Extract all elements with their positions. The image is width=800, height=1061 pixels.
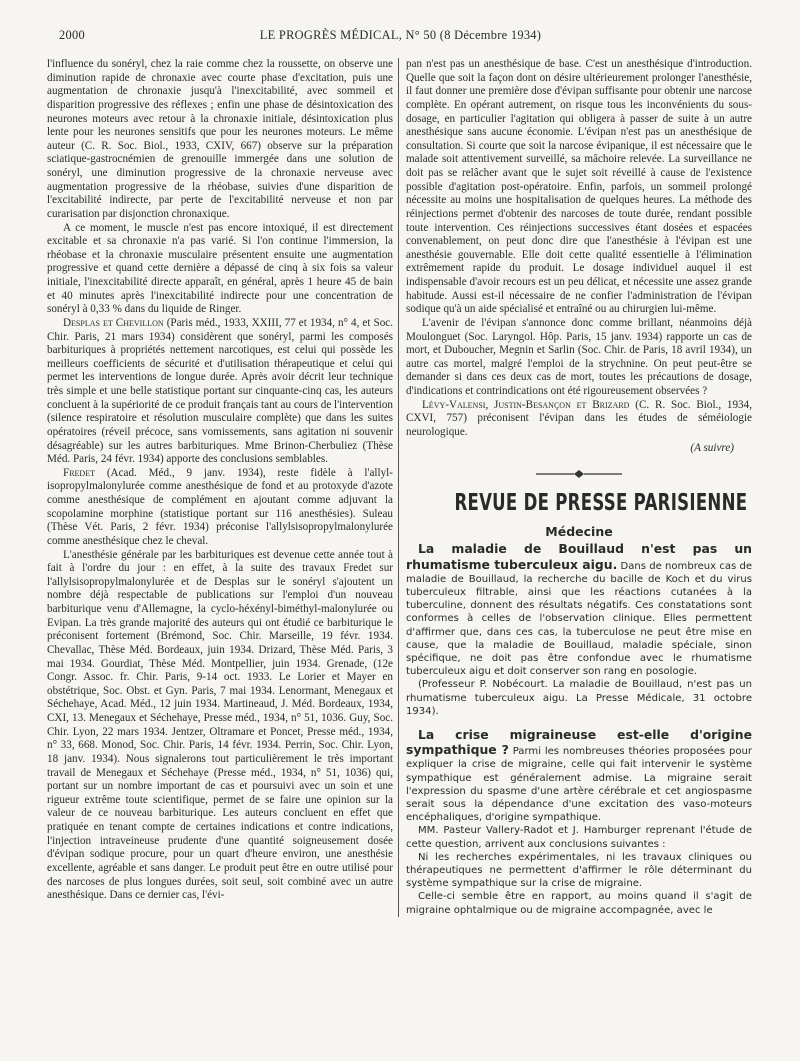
running-title: LE PROGRÈS MÉDICAL, N° 50 (8 Décembre 1934) (259, 28, 542, 42)
two-column-body (47, 58, 752, 917)
paragraph (47, 317, 393, 467)
left-column (47, 58, 393, 917)
paragraph-text: (Paris méd., 1933, XXIII, 77 et 1934, n° 4, et Soc. Chir. Paris, 21 mars 1934) considèrent que sonéryl, parmi les composés barbituriques à propriétés nettement narcotiques, est celui qui possède les meilleurs coefficients de sécurité et d'utilisation thérapeutique et celui qui permet les interventions de longue durée. Après avoir décrit leur technique très simple et une belle statistique portant sur cinquante-cinq cas, les auteurs concluent à la supériorité de ce produit français tant au cours de l'intervention (silence respiratoire et résolution musculaire complète) que dans les suites opératoires (réveil précoce, sans vomissements, sans agitation ni souvenir désagréable) sur les autres barbituriques. Mme Brinon-Cherbuliez (Thèse Méd. Paris, 24 févr. 1934) apporte des conclusions semblables. (47, 316, 393, 466)
paragraph: Celle-ci semble être en rapport, au moins quand il s'agit de migraine ophtalmique ou de migraine accompagnée, avec le (406, 891, 752, 916)
right-column (406, 58, 752, 917)
author-names: Fredet (63, 466, 95, 479)
article (406, 728, 752, 824)
paragraph-text: (C. R. Soc. Biol., 1934, CXVI, 757) préconisent l'évipan dans les études de séméiologie neurologique. (406, 398, 752, 438)
article-text: Parmi les nombreuses théories proposées pour expliquer la crise de migraine, celle qui fait intervenir le système sympathique est généralement admise. La migraine serait l'expression du spasme d'une artère cérébrale et cet angiospasme serait sous la dépendance d'une excitation des vaso-moteurs encéphaliques, d'origine sympathique. (406, 746, 752, 824)
article-source: (Professeur P. Nobécourt. La maladie de Bouillaud, n'est pas un rhumatisme tuberculeux aigu. La Presse Médicale, 31 octobre 1934). (406, 679, 752, 717)
section-heading: Médecine (545, 523, 613, 539)
paragraph (406, 399, 752, 440)
revue-title: REVUE DE PRESSE PARISIENNE (454, 490, 748, 517)
article-text: Dans de nombreux cas de maladie de Bouillaud, la recherche du bacille de Koch et du virus tuberculeux filtrable, ainsi que les réactions cutanées à la tuberculine, donnent des résultats négatifs. Ces constatations sont conformes à celles de l'observation clinique. Elles permettent d'affirmer que, dans ces cas, la tuberculose ne peut être mise en cause, que la maladie de Bouillaud, maladie spéciale, sinon spécifique, ne doit pas être confondue avec le rhumatisme tuberculeux aigu et doit conserver son rang en posologie. (406, 560, 753, 678)
paragraph: pan n'est pas un anesthésique de base. C'est un anesthésique d'introduction. Quelle que soit la façon dont on désire ultérieurement prolonger l'anesthésie, il faut donner une première dose d'évipan suffisante pour obtenir une narcose complète. En opérant autrement, on risque tous les inconvénients du sous-dosage, en particulier l'agitation qui obligera à passer de suite à un autre anesthésique sans aucune économie. L'évipan n'est pas un anesthésique de consultation. Si courte que soit la narcose évipanique, il est nécessaire que le malade soit attentivement surveillé, sa mâchoire relevée. La surveillance ne doit pas se relâcher avant que le sujet soit réveillé à cause de l'existence possible d'agitation post-opératoire. Enfin, parfois, un sommeil prolongé nécessite au moins une hospitalisation de quelques heures. La méthode des réinjections permet d'obtenir des narcoses de toute durée, rendant possible toute intervention. Ces réinjections successives étant dosées et espacées convenablement, on peut donc dire que l'anesthésie à l'évipan est une anesthésie gouvernable. Elle doit cette qualité essentielle à l'élimination extrêmement rapide du produit. Le dosage individuel auquel il est indispensable d'avoir recours est un peu délicat, et nécessite une assez grande habitude. Aussi est-il nécessaire de ne confier l'administration de l'évipan sodique qu'à un aide spécialisé et entraîné ou au chirurgien lui-même. (406, 58, 752, 316)
to-be-continued: (A suivre) (690, 441, 734, 454)
article (406, 542, 752, 678)
author-names: Desplas et Chevillon (63, 316, 164, 329)
paragraph: A ce moment, le muscle n'est pas encore intoxiqué, il est directement excitable et sa chronaxie n'a pas varié. Si l'on continue l'immersion, la rhéobase et la chronaxie musculaire présentent ensuite une augmentation progressive et quand cette dernière a dépassé de cinq à six fois sa valeur initiale, l'inexcitabilité directe apparaît, en général, après 1 heure 45 de bain et 40 minutes après l'inexcitabilité indirecte pour une concentration de sonéryl à 0,33 % dans du liquide de Ringer. (47, 221, 393, 316)
paragraph: L'anesthésie générale par les barbituriques est devenue cette année tout à fait à l'ordre du jour : en effet, à la suite des travaux Fredet sur l'allylsisopropylmalonylurée et de Desplas sur le sonéryl s'ajoutent un nombre déjà respectable de publications sur l'emploi d'un nouveau barbiturique venu d'Allemagne, la cyclo-héxényl-biméthyl-malonylurée ou Evipan. La très grande majorité des auteurs qui ont étudié ce barbiturique le préconisent fortement (Brémond, Soc. Chir. Marseille, 19 févr. 1934. Chevallac, Thèse Méd. Bordeaux, juin 1934. Drizard, Thèse Méd. Paris, 3 mai 1934. Gourdiat, Thèse Méd. Montpellier, juin 1934. Grenade, (12e Congr. Assoc. fr. Chir. Paris, 9-14 oct. 1933. Le Lorier et Mayer en obstétrique, Soc. Obst. et Gyn. Paris, 7 mai 1934. Lenormant, Menegaux et Séchehaye, Acad. Méd., 12 juin 1934. Martineaud, J. Méd. Bordeaux, 1934, CXI, 13. Menegaux et Séchehaye, Presse méd., 1934, n° 51, 1036. Guy, Soc. Chir. Lyon, 22 mars 1934. Jentzer, Oltramare et Poncet, Presse méd., 1934, n° 33, 668. Monod, Soc. Chir. Paris, 14 févr. 1934. Perrin, Soc. Chir. Lyon, 18 janv. 1934). Nous signalerons tout particulièrement le très important travail de Menegaux et Séchehaye (Presse méd., 1934, n° 51, 1036) qui, portant sur un nombre important de cas et poursuivi avec un soin et une rigueur extrême toute scientifique, permet de se faire une opinion sur la valeur de ce nouveau barbiturique. Les auteurs concluent en effet que pratiquée en tenant compte de certaines indications et contre indications, l'injection intraveineuse prudente d'une quantité soigneusement dosée d'évipan sodique procure, pour un quart d'heure environ, une anesthésie excellente, agréable et sans danger. Le produit peut être en outre utilisé pour des narcoses de plus longues durées, soit seul, soit combiné avec un autre anesthésique. Dans ce dernier cas, l'évi- (47, 548, 393, 902)
article-title: La crise migraineuse est-elle d'origine sympathique ? (406, 727, 752, 758)
paragraph (47, 467, 393, 549)
author-names: Lévy-Valensi, Justin-Besançon et Brizard (422, 398, 630, 411)
page-number: 2000 (59, 28, 85, 42)
ornament-divider (534, 469, 624, 479)
article-title: La maladie de Bouillaud n'est pas un rhumatisme tuberculeux aigu. (406, 541, 752, 572)
paragraph: MM. Pasteur Vallery-Radot et J. Hamburger reprenant l'étude de cette question, arrivent aux conclusions suivantes : (406, 825, 752, 850)
paragraph: Ni les recherches expérimentales, ni les travaux cliniques ou thérapeutiques ne permettent d'affirmer le rôle déterminant du système sympathique sur la crise de migraine. (406, 851, 752, 890)
column-divider (398, 58, 399, 917)
page-header (47, 22, 754, 42)
paragraph-text: (Acad. Méd., 9 janv. 1934), reste fidèle à l'allyl-isopropylmalonylurée comme anesthésique de fond et au protoxyde d'azote comme anesthésique de complément en ajoutant comme adjuvant la scopolamine morphine (statistique portant sur 116 anesthésies). Suleau (Thèse Vét. Paris, 2 févr. 1934) préconise l'allylsisopropylmalonylurée comme anesthésique chez le cheval. (47, 466, 393, 547)
paragraph: L'avenir de l'évipan s'annonce donc comme brillant, néanmoins déjà Moulonguet (Soc. Laryngol. Hôp. Paris, 15 janv. 1934) rapporte un cas de mort, et Duboucher, Megnin et Sarlin (Soc. Chir. de Paris, 18 avril 1934), un autre cas mortel, malgré l'emploi de la strychnine. On peut peut-être se demander si dans ces deux cas de mort, toutes les précautions de dosage, d'indications et contrindications ont été rigoureusement observées ? (406, 316, 752, 397)
paragraph: l'influence du sonéryl, chez la raie comme chez la roussette, on observe une diminution rapide de chronaxie avec courte phase d'excitation, puis une augmentation de chronaxie jusqu'à l'inexcitabilité, avec sommeil et disparition progressive des réflexes ; enfin une phase de désintoxication des neurones moteurs avec retour à la chronaxie initiale, désintoxication plus lente pour les neurones sensitifs que pour les neurones moteurs. Le même auteur (C. R. Soc. Biol., 1933, CXIV, 667) observe sur la préparation sciatique-gastrocnémien de grenouille immergée dans une solution de sonéryl, une diminution progressive de la chronaxie nerveuse avec augmentation progressive de la rhéobase, suivies d'une disparition de l'excitabilité indirecte, par perte de l'excitabilité nerveuse et non par curarisation par disjonction chronaxique. (47, 58, 393, 220)
